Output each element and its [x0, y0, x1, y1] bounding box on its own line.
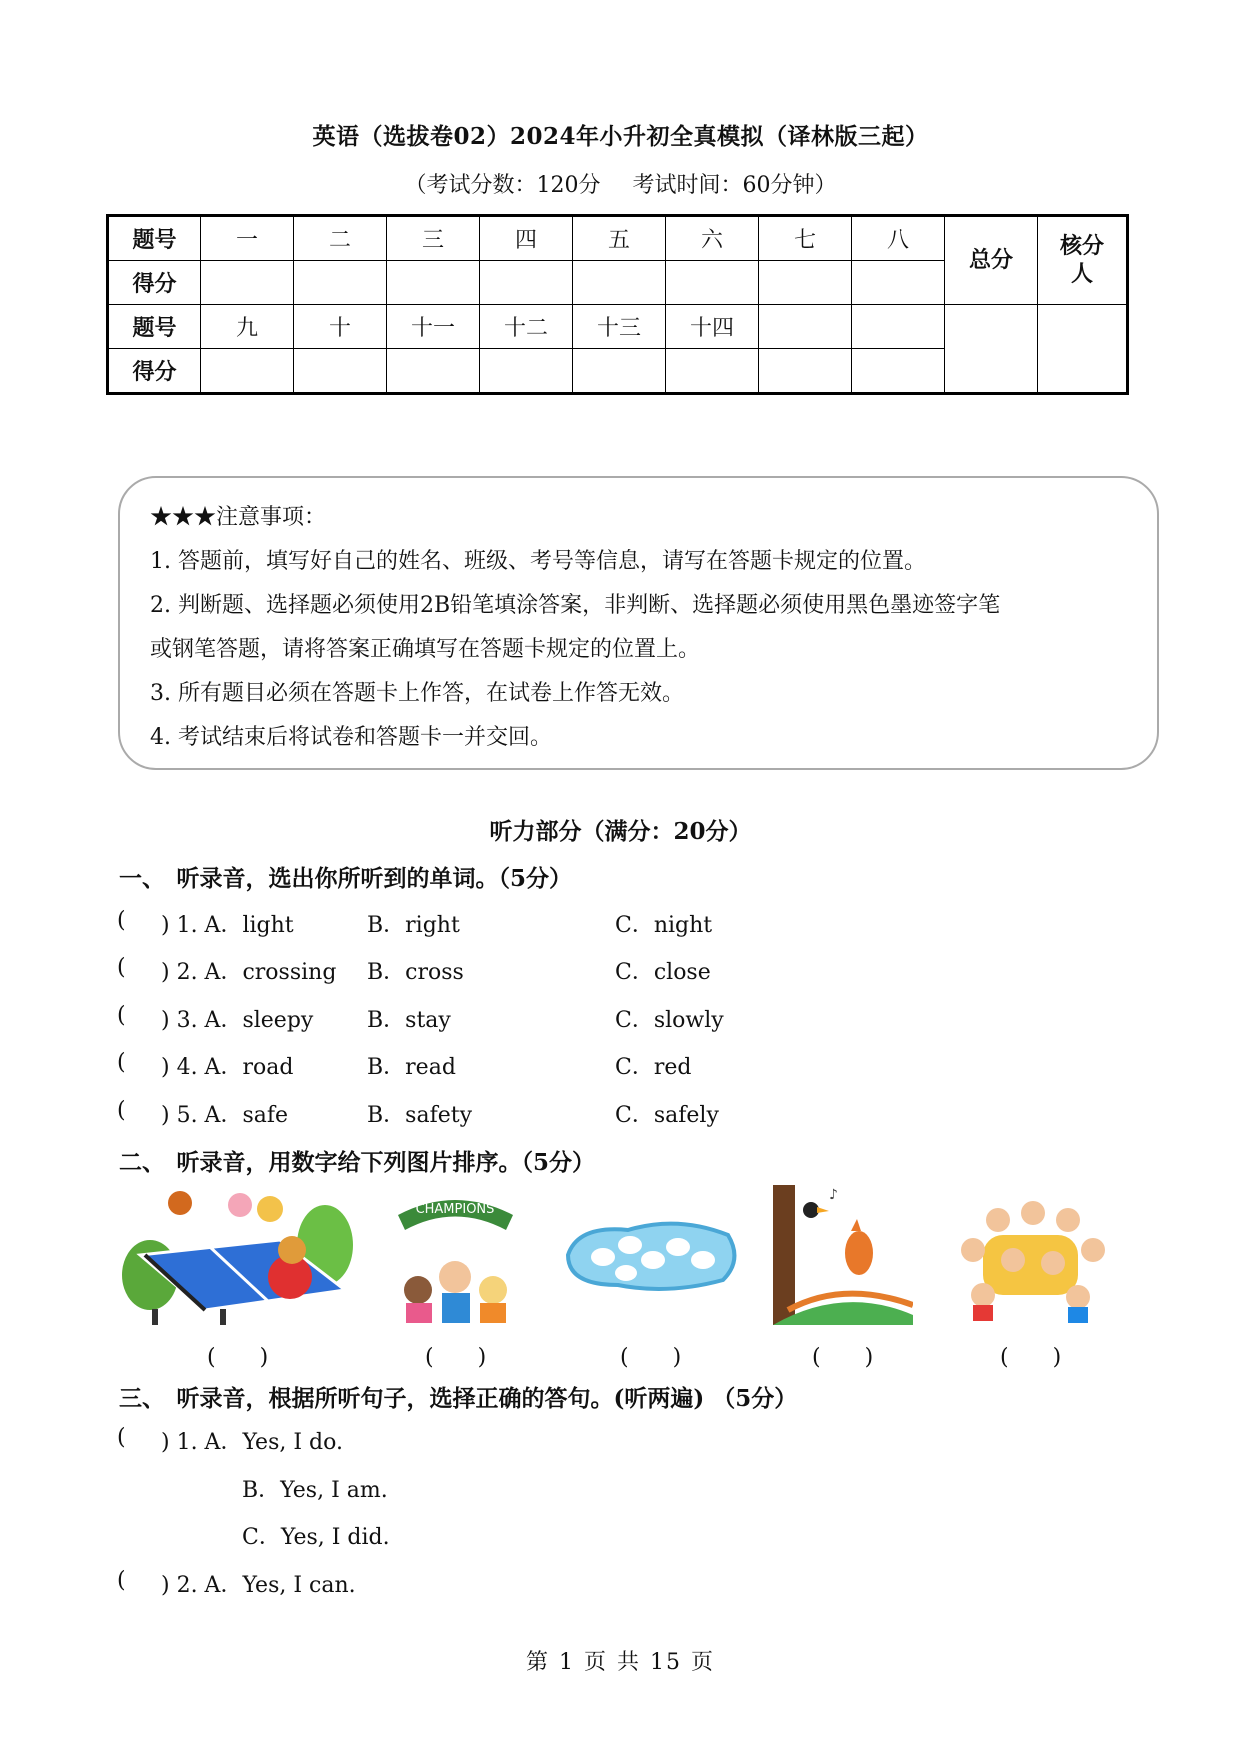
score-cell[interactable]: [387, 261, 480, 305]
col-8: 八: [852, 216, 945, 261]
col-13: 十三: [573, 305, 666, 349]
svg-text:♪: ♪: [829, 1187, 838, 1203]
col-2: 二: [294, 216, 387, 261]
part2-title: 二、 听录音，用数字给下列图片排序。（5分）: [119, 1149, 596, 1176]
listening-section-title: 听力部分（满分：20分）: [489, 818, 752, 845]
score-cell[interactable]: [480, 261, 573, 305]
score-cell[interactable]: [666, 349, 759, 394]
score-cell[interactable]: [387, 349, 480, 394]
answer-blank[interactable]: (: [117, 1425, 126, 1450]
question-row: ( ) 1. A．light B．right C．night: [117, 908, 713, 938]
star-icon: ★★★: [150, 505, 217, 530]
col-5: 五: [573, 216, 666, 261]
score-cell[interactable]: [666, 261, 759, 305]
answer-blank[interactable]: (: [117, 955, 126, 980]
question-row: ( ) 5. A．safe B．safety C．safely: [117, 1098, 719, 1128]
page-footer: 第 1 页 共 15 页: [526, 1650, 715, 1675]
order-blank-2[interactable]: ( ): [425, 1345, 487, 1370]
score-cell[interactable]: [759, 349, 852, 394]
notice-box: [118, 476, 1159, 770]
row-label-number-2: 题号: [108, 305, 201, 349]
row-label-score-2: 得分: [108, 349, 201, 394]
question-row: ( ) 2. A．crossing B．cross C．close: [117, 955, 711, 985]
exam-subtitle: [0, 168, 1241, 199]
col-10: 十: [294, 305, 387, 349]
score-cell[interactable]: [759, 261, 852, 305]
notice-line: 1. 答题前，填写好自己的姓名、班级、考号等信息，请写在答题卡规定的位置。: [150, 549, 926, 574]
answer-blank[interactable]: (: [117, 1098, 126, 1123]
notice-line: 4. 考试结束后将试卷和答题卡一并交回。: [150, 725, 552, 750]
order-blank-1[interactable]: ( ): [207, 1345, 269, 1370]
answer-blank[interactable]: (: [117, 1568, 126, 1593]
part1-title: 一、 听录音，选出你所听到的单词。（5分）: [119, 865, 573, 892]
pond-stones-picture: [558, 1185, 743, 1325]
order-blank-5[interactable]: ( ): [1000, 1345, 1062, 1370]
score-cell[interactable]: [294, 261, 387, 305]
score-cell[interactable]: [852, 261, 945, 305]
col-3: 三: [387, 216, 480, 261]
champions-picture: [388, 1185, 523, 1325]
exam-title: 英语（选拔卷02）2024年小升初全真模拟（译林版三起）: [312, 123, 929, 150]
checker-cell[interactable]: [1038, 305, 1128, 394]
question-row: ( ) 3. A．sleepy B．stay C．slowly: [117, 1003, 724, 1033]
notice-heading: ★★★注意事项：: [150, 505, 327, 530]
col-12: 十二: [480, 305, 573, 349]
score-cell[interactable]: [480, 349, 573, 394]
question-row: ( ) 4. A．road B．read C．red: [117, 1050, 692, 1080]
checker-label: 核分 人: [1038, 216, 1128, 305]
score-cell[interactable]: [573, 261, 666, 305]
score-cell[interactable]: [294, 349, 387, 394]
order-blank-4[interactable]: ( ): [812, 1345, 874, 1370]
time-info: 考试时间：60分钟）: [632, 173, 837, 198]
question-row: ( ) 2. A．Yes, I can.: [117, 1568, 356, 1598]
answer-blank[interactable]: (: [117, 908, 126, 933]
score-cell[interactable]: [201, 349, 294, 394]
col-14: 十四: [666, 305, 759, 349]
score-cell[interactable]: [201, 261, 294, 305]
row-label-score: 得分: [108, 261, 201, 305]
children-group-picture: [953, 1185, 1108, 1325]
col-empty: [852, 305, 945, 349]
champions-banner-text: CHAMPIONS: [415, 1202, 495, 1217]
bird-fox-picture: [773, 1185, 913, 1325]
part3-title: 三、 听录音，根据所听句子，选择正确的答句。(听两遍) （5分）: [119, 1385, 798, 1412]
option-row: C．Yes, I did.: [242, 1525, 390, 1550]
col-7: 七: [759, 216, 852, 261]
score-cell[interactable]: [852, 349, 945, 394]
col-11: 十一: [387, 305, 480, 349]
col-4: 四: [480, 216, 573, 261]
score-info: （考试分数：120分: [404, 173, 601, 198]
col-1: 一: [201, 216, 294, 261]
score-table: [106, 214, 1129, 395]
option-row: B．Yes, I am.: [242, 1478, 388, 1503]
question-row: ( ) 1. A．Yes, I do.: [117, 1425, 343, 1455]
notice-line: 或钢笔答题，请将答案正确填写在答题卡规定的位置上。: [150, 637, 701, 662]
col-empty: [759, 305, 852, 349]
total-score-label: 总分: [945, 216, 1038, 305]
row-label-number: 题号: [108, 216, 201, 261]
col-6: 六: [666, 216, 759, 261]
answer-blank[interactable]: (: [117, 1050, 126, 1075]
answer-blank[interactable]: (: [117, 1003, 126, 1028]
col-9: 九: [201, 305, 294, 349]
order-blank-3[interactable]: ( ): [620, 1345, 682, 1370]
table-tennis-picture: [120, 1185, 355, 1325]
notice-line: 3. 所有题目必须在答题卡上作答，在试卷上作答无效。: [150, 681, 684, 706]
total-score-cell[interactable]: [945, 305, 1038, 394]
score-cell[interactable]: [573, 349, 666, 394]
notice-line: 2. 判断题、选择题必须使用2B铅笔填涂答案，非判断、选择题必须使用黑色墨迹签字笔: [150, 593, 1001, 618]
